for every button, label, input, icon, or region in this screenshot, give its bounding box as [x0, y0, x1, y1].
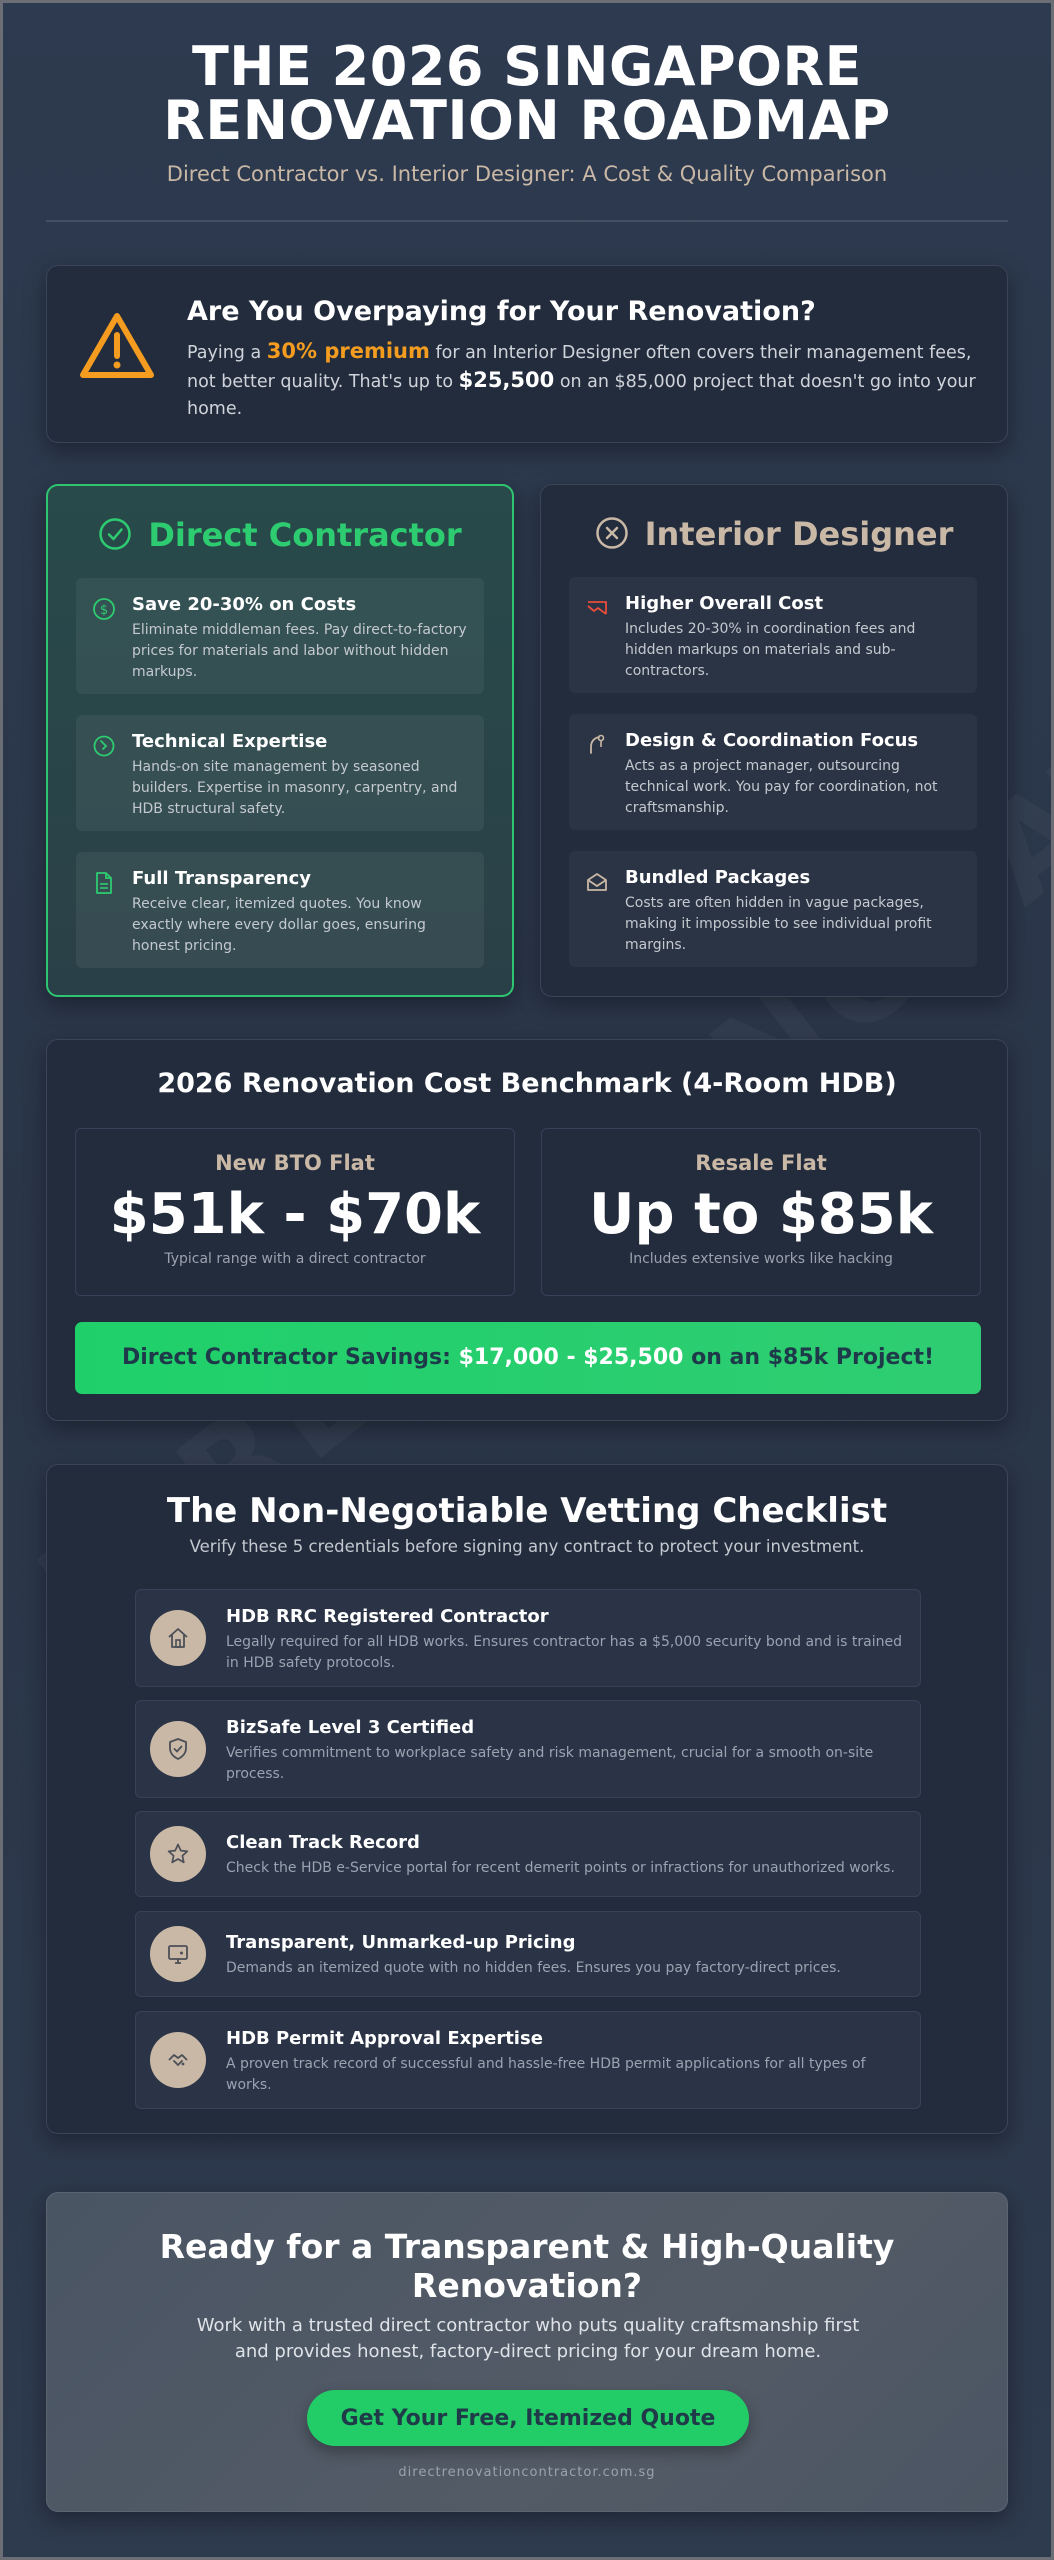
cost-benchmark-section: [46, 1039, 1008, 1421]
price-box-value: Up to $85k: [589, 1182, 933, 1247]
checklist-subtitle: Verify these 5 credentials before signing any contract to protect your investment.: [189, 1537, 865, 1556]
feature-save-costs: [76, 578, 484, 694]
feature-desc: Receive clear, itemized quotes. You know exactly where every dollar goes, ensuring honest pricing.: [132, 896, 426, 954]
document-icon: [92, 870, 116, 896]
feature-full-transparency: [76, 852, 484, 968]
price-box-note: Includes extensive works like hacking: [629, 1251, 893, 1267]
feature-desc: Includes 20-30% in coordination fees and hidden markups on materials and sub-contractors.: [625, 621, 916, 679]
feature-technical-expertise: [76, 715, 484, 831]
x-circle-icon: [595, 516, 629, 550]
checklist-item-desc: Verifies commitment to workplace safety and risk management, crucial for a smooth on-site process.: [226, 1745, 874, 1782]
alert-text: [187, 338, 987, 423]
house-icon: [166, 1626, 190, 1650]
savings-banner: [75, 1322, 981, 1394]
website-url: directrenovationcontractor.com.sg: [398, 2465, 656, 2480]
feature-title: Bundled Packages: [625, 867, 811, 888]
checklist-item-title: BizSafe Level 3 Certified: [226, 1717, 475, 1738]
alert-title: Are You Overpaying for Your Renovation?: [187, 296, 816, 327]
check-circle-icon: [98, 517, 132, 551]
checklist-icon-badge: [150, 2032, 206, 2088]
envelope-open-icon: [585, 869, 609, 895]
checklist-icon-badge: [150, 1826, 206, 1882]
direct-contractor-label: Direct Contractor: [148, 516, 462, 554]
amount-highlight: $25,500: [458, 368, 555, 392]
page-subtitle: Direct Contractor vs. Interior Designer: A Cost & Quality Comparison: [166, 162, 888, 186]
feature-higher-cost: [569, 577, 977, 693]
header-divider: [46, 220, 1008, 222]
checklist-item-permit: [135, 2011, 921, 2109]
monitor-icon: [166, 1942, 190, 1966]
checklist-item-title: Transparent, Unmarked-up Pricing: [226, 1932, 576, 1953]
feature-desc: Eliminate middleman fees. Pay direct-to-factory prices for materials and labor without hidden markups.: [132, 622, 467, 680]
alert-text-part: for an Interior Designer often covers their management fees, not better quality. That's up to: [187, 343, 972, 392]
checklist-item-bizsafe: [135, 1700, 921, 1798]
feature-title: Full Transparency: [132, 868, 312, 889]
alert-text-part: on an $85,000 project that doesn't go into your home.: [187, 372, 976, 419]
overpaying-alert: [46, 265, 1008, 443]
star-icon: [166, 1842, 190, 1866]
savings-prefix: Direct Contractor Savings:: [121, 1345, 459, 1370]
feature-bundled-packages: [569, 851, 977, 967]
checklist-item-title: HDB RRC Registered Contractor: [226, 1606, 549, 1627]
cta-title-line-1: Ready for a Transparent & High-Quality: [159, 2227, 895, 2266]
feature-title: Technical Expertise: [132, 731, 328, 752]
direct-contractor-heading: [48, 516, 512, 554]
savings-amount: $17,000 - $25,500: [458, 1345, 684, 1370]
price-box-label: Resale Flat: [695, 1151, 827, 1175]
price-box-label: New BTO Flat: [215, 1151, 375, 1175]
feature-design-coordination: [569, 714, 977, 830]
checklist-icon-badge: [150, 1610, 206, 1666]
feature-title: Higher Overall Cost: [625, 593, 824, 614]
wrench-gear-icon: [92, 733, 116, 759]
interior-designer-label: Interior Designer: [644, 515, 954, 553]
premium-highlight: 30% premium: [266, 339, 430, 363]
interior-designer-column: [540, 484, 1008, 997]
title-line-2: RENOVATION ROADMAP: [163, 89, 891, 152]
price-box-value: $51k - $70k: [109, 1182, 481, 1247]
direct-contractor-column: [46, 484, 514, 997]
handshake-icon: [166, 2048, 190, 2072]
feature-title: Design & Coordination Focus: [625, 730, 919, 751]
feature-desc: Hands-on site management by seasoned builders. Expertise in masonry, carpentry, and HDB structural safety.: [132, 759, 458, 817]
checklist-item-track-record: [135, 1811, 921, 1897]
savings-suffix: on an $85k Project!: [683, 1345, 935, 1370]
page-header: [0, 35, 1054, 186]
price-box-note: Typical range with a direct contractor: [164, 1251, 426, 1267]
cta-text: Work with a trusted direct contractor who puts quality craftsmanship first and provides honest, factory-direct pricing for your dream home.: [196, 2315, 860, 2362]
pen-tool-icon: [585, 732, 609, 758]
svg-text:$: $: [99, 603, 109, 618]
checklist-item-hdb-rrc: [135, 1589, 921, 1687]
checklist-item-title: Clean Track Record: [226, 1832, 420, 1853]
checklist-item-pricing: [135, 1911, 921, 1997]
title-line-1: THE 2026 SINGAPORE: [191, 35, 863, 98]
get-quote-button[interactable]: Get Your Free, Itemized Quote: [307, 2390, 749, 2446]
feature-title: Save 20-30% on Costs: [132, 594, 357, 615]
cta-title: [47, 2227, 1007, 2305]
checklist-item-desc: Legally required for all HDB works. Ensures contractor has a $5,000 security bond and is trained in HDB safety protocols.: [226, 1634, 902, 1671]
feature-desc: Acts as a project manager, outsourcing technical work. You pay for coordination, not craftsmanship.: [625, 758, 938, 816]
shield-check-icon: [166, 1737, 190, 1761]
checklist-item-desc: Check the HDB e-Service portal for recent demerit points or infractions for unauthorized works.: [226, 1860, 895, 1876]
checklist-icon-badge: [150, 1721, 206, 1777]
call-to-action-section: [46, 2192, 1008, 2512]
feature-desc: Costs are often hidden in vague packages, making it impossible to see individual profit margins.: [625, 895, 932, 953]
dollar-circle-icon: [92, 596, 116, 622]
trend-down-icon: [585, 595, 609, 621]
interior-designer-heading: [541, 515, 1007, 553]
vetting-checklist-section: [46, 1464, 1008, 2134]
resale-price-box: [541, 1128, 981, 1296]
benchmark-title: 2026 Renovation Cost Benchmark (4-Room HDB): [157, 1068, 897, 1099]
checklist-item-desc: Demands an itemized quote with no hidden fees. Ensures you pay factory-direct prices.: [226, 1960, 841, 1976]
alert-text-part: Paying a: [187, 343, 267, 363]
page-title: [0, 35, 1054, 152]
checklist-title: The Non-Negotiable Vetting Checklist: [166, 1491, 888, 1531]
checklist-item-desc: A proven track record of successful and hassle-free HDB permit applications for all types of works.: [226, 2056, 866, 2093]
warning-triangle-icon: [79, 311, 155, 381]
checklist-item-title: HDB Permit Approval Expertise: [226, 2028, 543, 2049]
checklist-icon-badge: [150, 1926, 206, 1982]
cta-title-line-2: Renovation?: [411, 2266, 643, 2305]
bto-price-box: [75, 1128, 515, 1296]
